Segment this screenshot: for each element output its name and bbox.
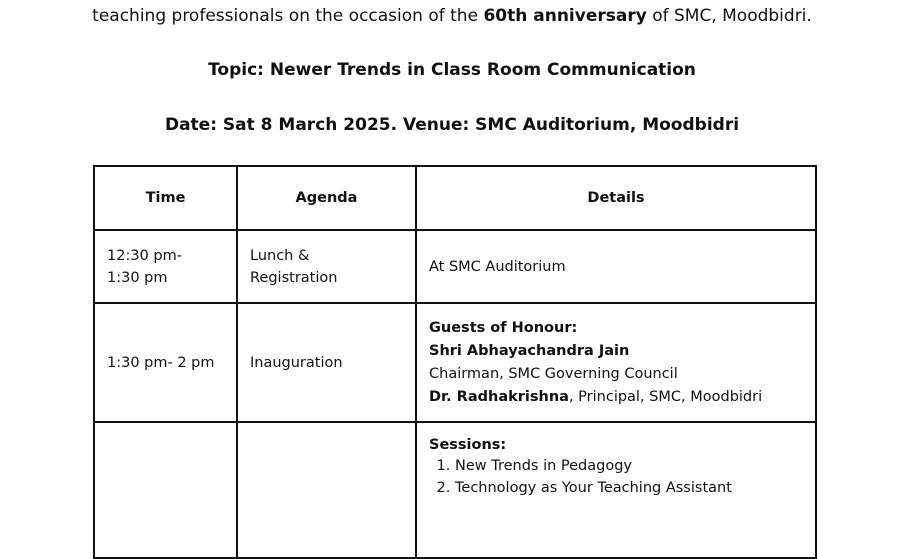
time-cell: 1:30 pm- 2 pm xyxy=(94,303,237,422)
session-item: 1. New Trends in Pedagogy xyxy=(455,455,803,477)
guests-label: Guests of Honour: xyxy=(429,319,578,336)
agenda-cell: Inauguration xyxy=(237,303,416,422)
intro-before: teaching professionals on the occasion of the xyxy=(92,6,484,26)
intro-text xyxy=(0,6,904,26)
table-row xyxy=(94,303,816,422)
time-cell: 12:30 pm- 1:30 pm xyxy=(94,230,237,303)
topic-heading: Topic: Newer Trends in Class Room Communication xyxy=(208,60,696,80)
table-header-row xyxy=(94,166,816,230)
guest2 xyxy=(429,386,803,409)
sessions-label: Sessions: xyxy=(429,437,507,453)
agenda-cell xyxy=(237,422,416,558)
guest2-role: , Principal, SMC, Moodbidri xyxy=(568,388,763,405)
details-cell xyxy=(416,303,816,422)
guest1-name: Shri Abhayachandra Jain xyxy=(429,342,630,359)
table-row xyxy=(94,422,816,558)
agenda-cell: Lunch & Registration xyxy=(237,230,416,303)
details-cell: At SMC Auditorium xyxy=(416,230,816,303)
guest2-name: Dr. Radhakrishna xyxy=(429,388,569,405)
details-cell xyxy=(416,422,816,558)
date-venue-heading: Date: Sat 8 March 2025. Venue: SMC Auditorium, Moodbidri xyxy=(164,115,740,135)
intro-bold: 60th anniversary xyxy=(483,6,647,26)
intro-after: of SMC, Moodbidri. xyxy=(646,6,812,26)
table-row xyxy=(94,230,816,303)
header-agenda: Agenda xyxy=(237,166,416,230)
session-item: 2. Technology as Your Teaching Assistant xyxy=(455,477,803,499)
header-details: Details xyxy=(416,166,816,230)
sessions-list xyxy=(429,455,803,499)
guest1-role: Chairman, SMC Governing Council xyxy=(429,365,678,382)
time-cell xyxy=(94,422,237,558)
header-time: Time xyxy=(94,166,237,230)
